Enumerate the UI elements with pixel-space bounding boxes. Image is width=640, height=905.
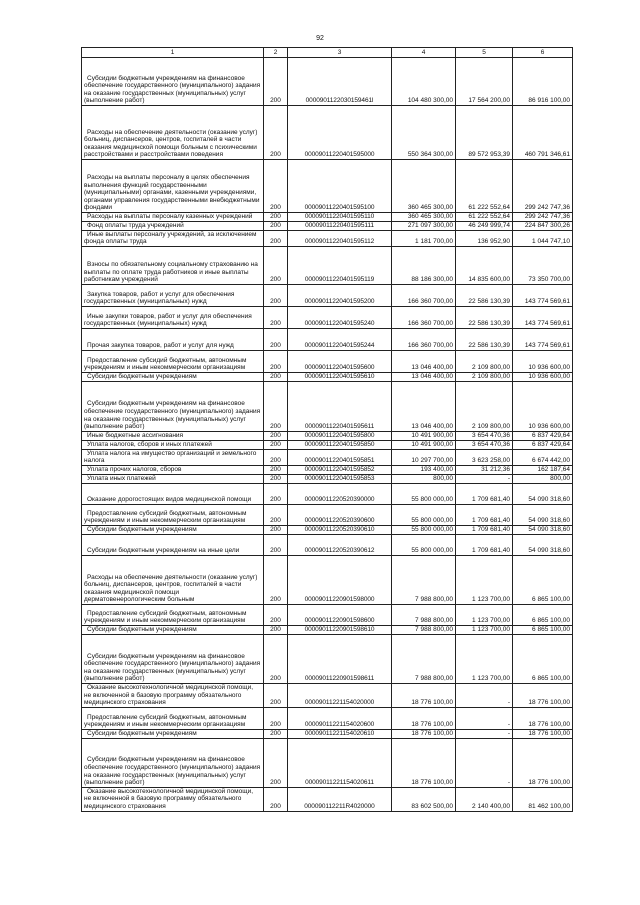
row-budget-code: 00009011220401595800: [288, 431, 392, 440]
row-code-line: 200: [264, 431, 288, 440]
row-remaining-amount: 10 936 600,00: [513, 372, 573, 381]
table-row: [82, 465, 573, 474]
row-budget-code: 00009011220520390000: [288, 483, 392, 504]
row-executed-amount: -: [456, 707, 513, 729]
row-approved-amount: 360 465 300,00: [392, 213, 456, 222]
row-remaining-amount: 224 847 300,26: [513, 221, 573, 230]
row-name-text: Иные бюджетные ассигнования: [87, 432, 184, 440]
table-row: [82, 106, 573, 160]
row-name: [82, 58, 264, 106]
row-executed-amount: 2 109 800,00: [456, 381, 513, 431]
row-name: [82, 284, 264, 306]
row-executed-amount: 1 709 681,40: [456, 483, 513, 504]
row-budget-code: 00009011220401595111: [288, 221, 392, 230]
table-row: [82, 707, 573, 729]
row-name-text: Субсидии бюджетным учреждениям: [87, 730, 197, 738]
row-code-line: 200: [264, 230, 288, 246]
row-remaining-amount: 6 837 429,64: [513, 431, 573, 440]
row-remaining-amount: 10 936 600,00: [513, 381, 573, 431]
row-approved-amount: 7 988 800,00: [392, 604, 456, 625]
row-executed-amount: 1 123 700,00: [456, 625, 513, 634]
row-budget-code: 00009011220520390612: [288, 534, 392, 555]
row-remaining-amount: 1 044 747,10: [513, 230, 573, 246]
row-code-line: 200: [264, 440, 288, 449]
row-code-line: 200: [264, 738, 288, 787]
row-name-text: Иные выплаты персоналу учреждений, за исключением фонда оплаты труда: [84, 230, 257, 246]
row-budget-code: 00009011220401595610: [288, 372, 392, 381]
table-row: [82, 213, 573, 222]
row-name-text: Предоставление субсидий бюджетным, автономным учреждениям и иным некоммерческим организациям: [84, 609, 247, 625]
column-header: 4: [392, 48, 456, 58]
row-name: [82, 306, 264, 328]
table-row: [82, 440, 573, 449]
table-row: [82, 449, 573, 465]
table-row: [82, 474, 573, 483]
row-approved-amount: 18 776 100,00: [392, 729, 456, 738]
row-name-text: Расходы на обеспечение деятельности (оказание услуг) больниц, диспансеров, центров, госпиталей в части оказания медицинской помощи дерматовенерологическим больным: [84, 573, 258, 604]
row-executed-amount: -: [456, 729, 513, 738]
row-executed-amount: 22 586 130,39: [456, 284, 513, 306]
row-code-line: 200: [264, 474, 288, 483]
row-remaining-amount: 162 187,64: [513, 465, 573, 474]
table-row: [82, 534, 573, 555]
column-header: 5: [456, 48, 513, 58]
row-name-text: Субсидии бюджетным учреждениям на иные цели: [87, 547, 240, 555]
row-approved-amount: 7 988 800,00: [392, 625, 456, 634]
row-executed-amount: 89 572 953,39: [456, 106, 513, 160]
row-approved-amount: 104 480 300,00: [392, 58, 456, 106]
row-remaining-amount: 143 774 569,61: [513, 328, 573, 350]
row-approved-amount: 18 776 100,00: [392, 738, 456, 787]
row-name-text: Субсидии бюджетным учреждениям: [87, 373, 197, 381]
row-budget-code: 00009011220401595850: [288, 440, 392, 449]
row-remaining-amount: 299 242 747,36: [513, 213, 573, 222]
row-name-text: Уплата налога на имущество организаций и земельного налога: [84, 449, 257, 465]
table-row: [82, 160, 573, 213]
row-budget-code: 00009011220520390600: [288, 504, 392, 525]
row-code-line: 200: [264, 634, 288, 683]
row-code-line: 200: [264, 534, 288, 555]
row-budget-code: 00009011220901598600: [288, 604, 392, 625]
header-row: [82, 48, 573, 58]
row-code-line: 200: [264, 381, 288, 431]
row-name: [82, 440, 264, 449]
row-name-text: Оказание высокотехнологичной медицинской помощи, не включенной в базовую программу обязательного медицинского страхования: [84, 683, 254, 707]
row-budget-code: 00009011220520390610: [288, 525, 392, 534]
row-executed-amount: 3 654 470,36: [456, 440, 513, 449]
table-body: [82, 58, 573, 812]
row-name-text: Оказание высокотехнологичной медицинской помощи, не включенной в базовую программу обязательного медицинского страхования: [84, 787, 254, 810]
table-row: [82, 738, 573, 787]
table-row: [82, 230, 573, 246]
row-name-text: Оказание дорогостоящих видов медицинской помощи: [87, 496, 252, 504]
row-name: [82, 372, 264, 381]
row-approved-amount: 166 360 700,00: [392, 328, 456, 350]
row-code-line: 200: [264, 284, 288, 306]
row-code-line: 200: [264, 328, 288, 350]
row-code-line: 200: [264, 449, 288, 465]
row-executed-amount: 1 709 681,40: [456, 525, 513, 534]
row-name: [82, 350, 264, 372]
table-row: [82, 221, 573, 230]
row-executed-amount: 3 623 258,00: [456, 449, 513, 465]
table-row: [82, 604, 573, 625]
row-executed-amount: 2 140 400,00: [456, 787, 513, 811]
row-budget-code: 00009011220401595110: [288, 213, 392, 222]
row-executed-amount: 14 835 600,00: [456, 246, 513, 284]
table-row: [82, 372, 573, 381]
row-approved-amount: 550 364 300,00: [392, 106, 456, 160]
row-code-line: 200: [264, 58, 288, 106]
table-row: [82, 306, 573, 328]
row-code-line: 200: [264, 350, 288, 372]
row-name-text: Расходы на выплаты персоналу казенных учреждений: [87, 213, 253, 220]
page-number: 92: [316, 35, 324, 42]
row-budget-code: 00009011220401595119: [288, 246, 392, 284]
row-remaining-amount: 143 774 569,61: [513, 284, 573, 306]
row-name: [82, 787, 264, 811]
row-name-text: Субсидии бюджетным учреждениям: [87, 526, 197, 534]
row-approved-amount: 271 097 300,00: [392, 221, 456, 230]
row-remaining-amount: 143 774 569,61: [513, 306, 573, 328]
row-remaining-amount: 54 090 318,60: [513, 525, 573, 534]
column-header: 6: [513, 48, 573, 58]
row-code-line: 200: [264, 306, 288, 328]
row-name: [82, 465, 264, 474]
row-remaining-amount: 6 865 100,00: [513, 555, 573, 604]
row-approved-amount: 13 046 400,00: [392, 381, 456, 431]
row-budget-code: 00009011220901598000: [288, 555, 392, 604]
row-code-line: 200: [264, 106, 288, 160]
table-row: [82, 787, 573, 811]
row-approved-amount: 55 800 000,00: [392, 525, 456, 534]
row-approved-amount: 800,00: [392, 474, 456, 483]
table-row: [82, 284, 573, 306]
row-remaining-amount: 18 776 100,00: [513, 707, 573, 729]
row-approved-amount: 193 400,00: [392, 465, 456, 474]
row-approved-amount: 18 776 100,00: [392, 683, 456, 707]
row-remaining-amount: 73 350 700,00: [513, 246, 573, 284]
row-name: [82, 328, 264, 350]
row-code-line: 200: [264, 372, 288, 381]
row-name-text: Расходы на обеспечение деятельности (оказание услуг) больниц, диспансеров, центров, госпиталей в части оказания медицинской помощи больным с психическими расстройствами и расстройствами поведения: [84, 128, 258, 159]
row-remaining-amount: 18 776 100,00: [513, 738, 573, 787]
row-executed-amount: 22 586 130,39: [456, 306, 513, 328]
table-row: [82, 431, 573, 440]
row-name: [82, 246, 264, 284]
row-code-line: 200: [264, 246, 288, 284]
row-budget-code: 00009011220901598611: [288, 634, 392, 683]
row-executed-amount: 1 709 681,40: [456, 504, 513, 525]
row-code-line: 200: [264, 604, 288, 625]
row-approved-amount: 13 046 400,00: [392, 350, 456, 372]
row-name-text: Прочая закупка товаров, работ и услуг для нужд: [87, 342, 234, 350]
row-executed-amount: 1 709 681,40: [456, 534, 513, 555]
row-executed-amount: 1 123 700,00: [456, 555, 513, 604]
row-remaining-amount: 18 776 100,00: [513, 729, 573, 738]
row-code-line: 200: [264, 221, 288, 230]
row-code-line: 200: [264, 625, 288, 634]
row-budget-code: 000090112211R4020000: [288, 787, 392, 811]
row-budget-code: 00009011220401595853: [288, 474, 392, 483]
row-code-line: 200: [264, 707, 288, 729]
table-row: [82, 58, 573, 106]
row-name: [82, 707, 264, 729]
row-name-text: Уплата прочих налогов, сборов: [87, 466, 182, 474]
row-approved-amount: 13 046 400,00: [392, 372, 456, 381]
table-row: [82, 634, 573, 683]
column-header: 2: [264, 48, 288, 58]
row-remaining-amount: 54 090 318,60: [513, 534, 573, 555]
table-row: [82, 350, 573, 372]
row-name-text: Закупка товаров, работ и услуг для обеспечения государственных (муниципальных) нужд: [84, 290, 235, 306]
row-name: [82, 449, 264, 465]
row-name: [82, 106, 264, 160]
table-row: [82, 246, 573, 284]
row-name-text: Субсидии бюджетным учреждениям на финансовое обеспечение государственного (муниципального) задания на оказание государственных (муниципальных) услуг (выполнение работ): [84, 400, 261, 431]
row-approved-amount: 360 465 300,00: [392, 160, 456, 213]
row-name: [82, 431, 264, 440]
table-row: [82, 555, 573, 604]
row-remaining-amount: 299 242 747,36: [513, 160, 573, 213]
row-approved-amount: 55 800 000,00: [392, 504, 456, 525]
row-budget-code: 00009011221154020600: [288, 707, 392, 729]
row-approved-amount: 7 988 800,00: [392, 555, 456, 604]
row-name-text: Предоставление субсидий бюджетным, автономным учреждениям и иным некоммерческим организациям: [84, 713, 247, 729]
row-remaining-amount: 18 776 100,00: [513, 683, 573, 707]
table-row: [82, 683, 573, 707]
row-name-text: Субсидии бюджетным учреждениям: [87, 626, 197, 634]
table-row: [82, 381, 573, 431]
row-code-line: 200: [264, 729, 288, 738]
row-budget-code: 00009011220401595100: [288, 160, 392, 213]
row-code-line: 200: [264, 787, 288, 811]
row-executed-amount: 46 249 999,74: [456, 221, 513, 230]
row-executed-amount: 22 586 130,39: [456, 328, 513, 350]
row-name: [82, 483, 264, 504]
row-approved-amount: 55 800 000,00: [392, 534, 456, 555]
row-name: [82, 381, 264, 431]
row-budget-code: 00009011220401595600: [288, 350, 392, 372]
table-row: [82, 625, 573, 634]
row-executed-amount: 1 123 700,00: [456, 604, 513, 625]
row-executed-amount: -: [456, 683, 513, 707]
row-code-line: 200: [264, 160, 288, 213]
row-remaining-amount: 54 090 318,60: [513, 483, 573, 504]
row-budget-code: 00009011220401595851: [288, 449, 392, 465]
table-row: [82, 525, 573, 534]
row-approved-amount: 166 360 700,00: [392, 306, 456, 328]
row-executed-amount: -: [456, 474, 513, 483]
row-budget-code: 00009011220401595852: [288, 465, 392, 474]
row-name-text: Уплата иных платежей: [87, 475, 156, 483]
row-remaining-amount: 6 865 100,00: [513, 625, 573, 634]
row-name: [82, 683, 264, 707]
column-header: 1: [82, 48, 264, 58]
row-remaining-amount: 86 916 100,00: [513, 58, 573, 106]
row-executed-amount: 2 109 800,00: [456, 372, 513, 381]
row-approved-amount: 1 181 700,00: [392, 230, 456, 246]
row-approved-amount: 7 988 800,00: [392, 634, 456, 683]
row-name-text: Взносы по обязательному социальному страхованию на выплаты по оплате труда работников и иные выплаты работникам учреждений: [84, 261, 258, 284]
row-name-text: Фонд оплаты труда учреждений: [87, 222, 184, 229]
row-code-line: 200: [264, 213, 288, 222]
row-name-text: Уплата налогов, сборов и иных платежей: [87, 441, 212, 449]
row-executed-amount: 17 564 200,00: [456, 58, 513, 106]
row-budget-code: 00009011220401595244: [288, 328, 392, 350]
row-approved-amount: 18 776 100,00: [392, 707, 456, 729]
row-budget-code: 00009011221154020000: [288, 683, 392, 707]
row-code-line: 200: [264, 483, 288, 504]
row-executed-amount: -: [456, 738, 513, 787]
row-approved-amount: 10 297 700,00: [392, 449, 456, 465]
row-name: [82, 625, 264, 634]
row-name: [82, 604, 264, 625]
row-code-line: 200: [264, 683, 288, 707]
row-name-text: Предоставление субсидий бюджетным, автономным учреждениям и иным некоммерческим организациям: [84, 509, 247, 525]
row-remaining-amount: 6 674 442,00: [513, 449, 573, 465]
row-executed-amount: 61 222 552,64: [456, 213, 513, 222]
row-remaining-amount: 800,00: [513, 474, 573, 483]
row-remaining-amount: 460 791 346,61: [513, 106, 573, 160]
row-remaining-amount: 54 090 318,60: [513, 504, 573, 525]
row-approved-amount: 83 602 500,00: [392, 787, 456, 811]
row-name: [82, 738, 264, 787]
row-name: [82, 729, 264, 738]
row-approved-amount: 10 491 900,00: [392, 431, 456, 440]
row-name: [82, 534, 264, 555]
table-row: [82, 483, 573, 504]
row-name: [82, 474, 264, 483]
row-name: [82, 555, 264, 604]
row-remaining-amount: 10 936 600,00: [513, 350, 573, 372]
row-name-text: Предоставление субсидий бюджетным, автономным учреждениям и иным некоммерческим организациям: [84, 356, 247, 372]
budget-table: [81, 47, 573, 812]
row-budget-code: 00009011220901598610: [288, 625, 392, 634]
row-executed-amount: 1 123 700,00: [456, 634, 513, 683]
row-name-text: Субсидии бюджетным учреждениям на финансовое обеспечение государственного (муниципального) задания на оказание государственных (муниципальных) услуг (выполнение работ): [84, 652, 261, 683]
row-remaining-amount: 6 865 100,00: [513, 634, 573, 683]
row-approved-amount: 55 800 000,00: [392, 483, 456, 504]
row-executed-amount: 3 654 470,36: [456, 431, 513, 440]
row-budget-code: 0000901122030159461l: [288, 58, 392, 106]
row-approved-amount: 10 491 900,00: [392, 440, 456, 449]
row-name-text: Расходы на выплаты персоналу в целях обеспечения выполнения функций государственными (муниципальными) органами, казенными учреждениями, органами управления государственными внебюджетными фондами: [84, 174, 260, 212]
table-row: [82, 504, 573, 525]
table-row: [82, 328, 573, 350]
row-executed-amount: 136 952,90: [456, 230, 513, 246]
row-approved-amount: 166 360 700,00: [392, 284, 456, 306]
row-budget-code: 00009011220401595611: [288, 381, 392, 431]
column-header: 3: [288, 48, 392, 58]
row-code-line: 200: [264, 504, 288, 525]
row-name-text: Субсидии бюджетным учреждениям на финансовое обеспечение государственного (муниципального) задания на оказание государственных (муниципальных) услуг (выполнение работ): [84, 756, 261, 787]
row-budget-code: 00009011221154020610: [288, 729, 392, 738]
row-name: [82, 221, 264, 230]
row-executed-amount: 2 109 800,00: [456, 350, 513, 372]
row-name: [82, 525, 264, 534]
row-budget-code: 00009011220401595000: [288, 106, 392, 160]
row-code-line: 200: [264, 525, 288, 534]
table-row: [82, 729, 573, 738]
row-approved-amount: 88 186 300,00: [392, 246, 456, 284]
row-executed-amount: 31 212,36: [456, 465, 513, 474]
row-remaining-amount: 81 462 100,00: [513, 787, 573, 811]
row-name-text: Субсидии бюджетным учреждениям на финансовое обеспечение государственного (муниципального) задания на оказание государственных (муниципальных) услуг (выполнение работ): [84, 74, 261, 105]
row-remaining-amount: 6 865 100,00: [513, 604, 573, 625]
row-budget-code: 00009011220401595200: [288, 284, 392, 306]
row-executed-amount: 61 222 552,64: [456, 160, 513, 213]
row-name: [82, 213, 264, 222]
row-budget-code: 00009011220401595112: [288, 230, 392, 246]
row-name-text: Иные закупки товаров, работ и услуг для обеспечения государственных (муниципальных) нужд: [84, 312, 252, 328]
row-code-line: 200: [264, 465, 288, 474]
row-name: [82, 230, 264, 246]
row-code-line: 200: [264, 555, 288, 604]
row-budget-code: 00009011220401595240: [288, 306, 392, 328]
row-name: [82, 504, 264, 525]
row-budget-code: 00009011221154020611: [288, 738, 392, 787]
row-remaining-amount: 6 837 429,64: [513, 440, 573, 449]
row-name: [82, 160, 264, 213]
row-name: [82, 634, 264, 683]
